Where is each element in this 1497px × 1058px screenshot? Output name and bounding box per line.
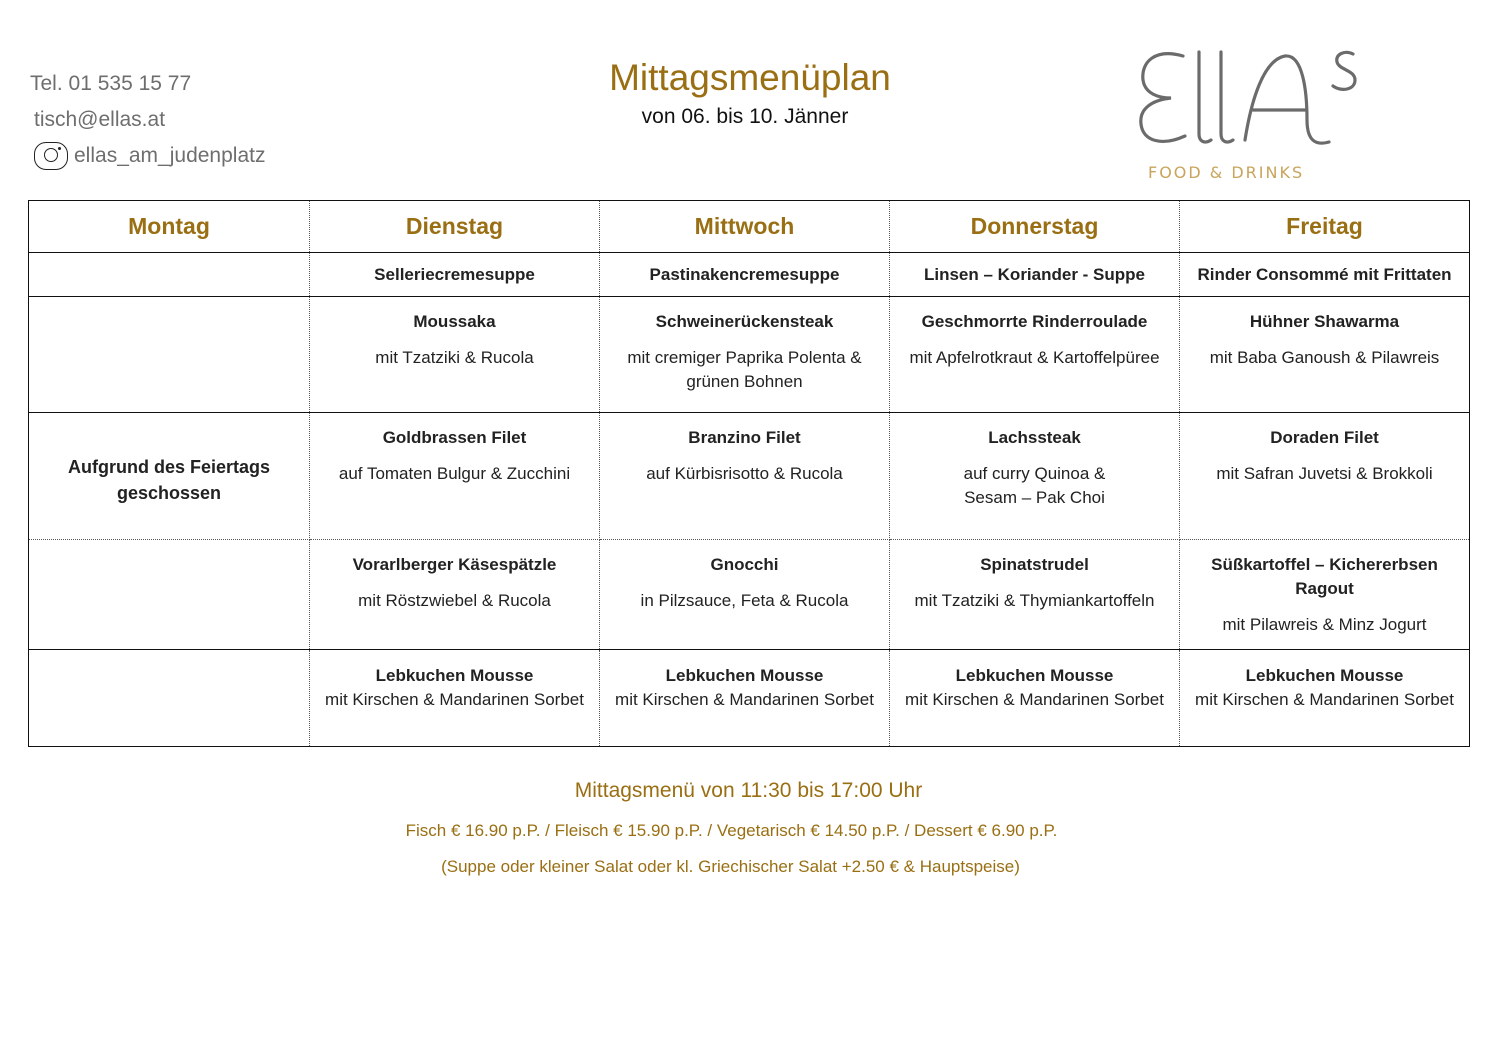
vegetarian-cell [1180,540,1470,650]
vegetarian-cell [600,540,890,650]
dish-name: Goldbrassen Filet [382,428,527,447]
dessert-name: Lebkuchen Mousse [1245,666,1404,685]
contact-block [30,66,265,174]
dish-side: mit Röstzwiebel & Rucola [358,591,551,610]
soup-name: Selleriecremesuppe [374,264,535,284]
dish-side: in Pilzsauce, Feta & Rucola [640,591,849,610]
meat-cell [1180,297,1470,413]
ellas-wordmark-logo [1135,42,1375,162]
dessert-cell [1180,650,1470,747]
fish-cell [890,413,1180,540]
soup-name: Rinder Consommé mit Frittaten [1197,264,1452,284]
dish-side: auf Tomaten Bulgur & Zucchini [338,464,571,483]
monday-closed-cell [29,413,310,540]
monday-vegetarian-cell [29,540,310,650]
soup-cell [890,253,1180,297]
instagram-handle-row [30,138,265,174]
soup-cell [600,253,890,297]
dessert-side: mit Kirschen & Mandarinen Sorbet [905,690,1164,709]
vegetarian-cell [890,540,1180,650]
dessert-side: mit Kirschen & Mandarinen Sorbet [615,690,874,709]
dish-name: Süßkartoffel – Kichererbsen [1211,555,1438,574]
price-note: (Suppe oder kleiner Salat oder kl. Griechischer Salat +2.50 € & Hauptspeise) [441,857,1020,876]
dish-side: Sesam – Pak Choi [964,488,1105,507]
dish-name: Hühner Shawarma [1249,312,1400,331]
day-header: Dienstag [310,201,600,253]
day-header-row [29,201,1470,253]
dish-side: mit Apfelrotkraut & Kartoffelpüree [909,348,1160,367]
week-range: von 06. bis 10. Jänner [641,105,849,128]
dish-side: mit Safran Juvetsi & Brokkoli [1216,464,1433,483]
page-title: Mittagsmenüplan [609,57,891,98]
dish-side: mit Tzatziki & Rucola [375,348,534,367]
lunch-hours: Mittagsmenü von 11:30 bis 17:00 Uhr [574,779,923,802]
phone-number: Tel. 01 535 15 77 [30,72,192,95]
menu-table [28,200,1470,747]
dish-name: Branzino Filet [688,428,801,447]
dessert-name: Lebkuchen Mousse [955,666,1114,685]
dish-name: Geschmorrte Rinderroulade [921,312,1148,331]
title-block [500,56,1000,132]
closed-note-line: Aufgrund des Feiertags [67,457,271,477]
dish-name: Vorarlberger Käsespätzle [352,555,557,574]
dessert-row [29,650,1470,747]
fish-cell [1180,413,1470,540]
soup-name: Pastinakencremesuppe [649,264,840,284]
dish-side: mit Baba Ganoush & Pilawreis [1209,348,1440,367]
dish-side: auf curry Quinoa & [963,464,1106,483]
meat-cell [310,297,600,413]
dessert-cell [890,650,1180,747]
vegetarian-cell [310,540,600,650]
instagram-handle: ellas_am_judenplatz [74,144,266,167]
instagram-icon [34,142,68,170]
dessert-cell [600,650,890,747]
ellas-logo [1135,42,1375,187]
logo-tagline: FOOD & DRINKS [1148,163,1305,182]
fish-row [29,413,1470,540]
dish-name: Ragout [1295,579,1354,598]
dish-side: mit Pilawreis & Minz Jogurt [1222,615,1427,634]
meat-cell [600,297,890,413]
day-header: Freitag [1180,201,1470,253]
dish-side: grünen Bohnen [686,372,803,391]
dish-name: Gnocchi [710,555,779,574]
dish-name: Lachssteak [988,428,1081,447]
monday-soup-cell [29,253,310,297]
meat-cell [890,297,1180,413]
dessert-side: mit Kirschen & Mandarinen Sorbet [1195,690,1454,709]
closed-note-line: geschossen [116,483,222,503]
soup-name: Linsen – Koriander - Suppe [923,264,1146,284]
fish-cell [600,413,890,540]
dish-side: auf Kürbisrisotto & Rucola [646,464,843,483]
fish-cell [310,413,600,540]
soup-cell [310,253,600,297]
price-list: Fisch € 16.90 p.P. / Fleisch € 15.90 p.P. / Vegetarisch € 14.50 p.P. / Dessert € 6.90 p.P. [405,821,1058,840]
closed-note [29,454,309,506]
dish-name: Schweinerückensteak [655,312,834,331]
dish-name: Moussaka [413,312,496,331]
soup-cell [1180,253,1470,297]
vegetarian-row [29,540,1470,650]
meat-row [29,297,1470,413]
dessert-name: Lebkuchen Mousse [665,666,824,685]
dish-name: Doraden Filet [1270,428,1379,447]
dessert-cell [310,650,600,747]
monday-meat-cell [29,297,310,413]
dessert-side: mit Kirschen & Mandarinen Sorbet [325,690,584,709]
monday-dessert-cell [29,650,310,747]
day-header: Montag [29,201,310,253]
email-address: tisch@ellas.at [34,108,166,131]
soup-row [29,253,1470,297]
dish-name: Spinatstrudel [980,555,1089,574]
dish-side: mit Tzatziki & Thymiankartoffeln [914,591,1155,610]
dish-side: mit cremiger Paprika Polenta & [627,348,862,367]
dessert-name: Lebkuchen Mousse [375,666,534,685]
day-header: Mittwoch [600,201,890,253]
day-header: Donnerstag [890,201,1180,253]
